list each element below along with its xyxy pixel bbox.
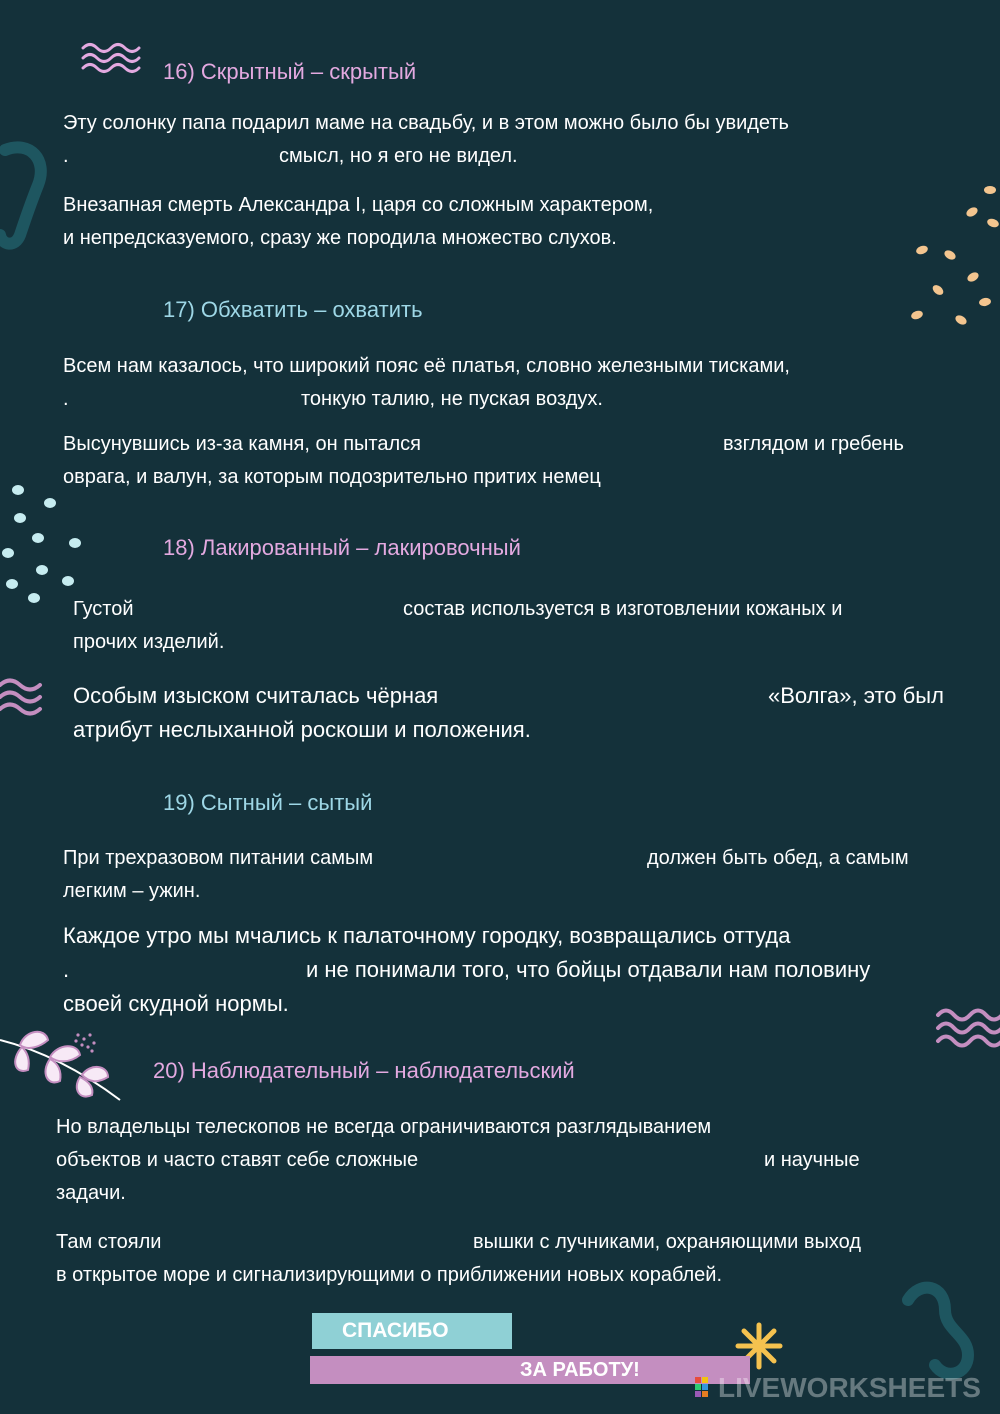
section-17-title: 17) Обхватить – охватить [163, 297, 423, 322]
s20-line-4-start: Там стояли [56, 1231, 162, 1253]
s20-blank-2-input[interactable] [185, 1226, 468, 1256]
s20-line-4-end: вышки с лучниками, охраняющими выход [473, 1231, 861, 1253]
s18-line-3-end: «Волга», это был [768, 683, 944, 708]
thanks-banner-line-2: ЗА РАБОТУ! [310, 1356, 750, 1384]
s18-blank-2-input[interactable] [505, 680, 763, 710]
s16-line-2-dot: . [63, 145, 69, 167]
s17-line-2-rest: тонкую талию, не пуская воздух. [301, 388, 603, 410]
s19-line-1-end: должен быть обед, а самым [647, 847, 909, 869]
s17-line-4: оврага, и валун, за которым подозрительно притих немец [63, 466, 601, 488]
s17-blank-1-input[interactable] [75, 383, 297, 413]
wavy-lines-right-icon [935, 1005, 1000, 1050]
s18-line-1-end: состав используется в изготовлении кожаных и [403, 598, 843, 620]
s17-line-3-end: взглядом и гребень [723, 433, 904, 455]
s19-line-3: Каждое утро мы мчались к палаточному городку, возвращались оттуда [63, 923, 791, 948]
s16-line-3: Внезапная смерть Александра I, царя со сложным характером, [63, 194, 654, 216]
s16-line-4: и непредсказуемого, сразу же породила множество слухов. [63, 227, 617, 249]
s18-line-3-start: Особым изыском считалась чёрная [73, 683, 439, 708]
liveworksheets-logo-icon [695, 1377, 715, 1401]
s17-line-2-dot: . [63, 388, 69, 410]
section-20-title: 20) Наблюдательный – наблюдательский [153, 1058, 575, 1083]
s18-line-4: атрибут неслыханной роскоши и положения. [73, 717, 531, 742]
section-19-title: 19) Сытный – сытый [163, 790, 373, 815]
teal-blob-bottom-right-icon [890, 1280, 980, 1385]
s17-line-1: Всем нам казалось, что широкий пояс её платья, словно железными тисками, [63, 355, 790, 377]
s20-line-5: в открытое море и сигнализирующими о приближении новых кораблей. [56, 1264, 723, 1286]
wavy-lines-top-left-icon [80, 40, 146, 74]
s20-line-3: задачи. [56, 1182, 126, 1204]
s19-line-1-start: При трехразовом питании самым [63, 847, 374, 869]
s19-blank-2-input[interactable] [75, 954, 300, 984]
s20-line-2-end: и научные [764, 1149, 860, 1171]
thanks-banner-line-1: СПАСИБО [312, 1313, 512, 1349]
s17-line-3-start: Высунувшись из-за камня, он пытался [63, 433, 421, 455]
s18-line-1-start: Густой [73, 598, 134, 620]
s16-blank-2-input[interactable] [772, 189, 942, 219]
section-16-title: 16) Скрытный – скрытый [163, 59, 417, 84]
s18-line-2: прочих изделий. [73, 631, 225, 653]
s19-line-4-dot: . [63, 957, 70, 982]
section-18-title: 18) Лакированный – лакировочный [163, 535, 521, 560]
wavy-lines-left-icon [0, 675, 45, 720]
leaf-branch-left-icon [0, 1025, 130, 1105]
s16-line-1: Эту солонку папа подарил маме на свадьбу, и в этом можно было бы увидеть [63, 112, 789, 134]
s19-line-5: своей скудной нормы. [63, 991, 289, 1016]
s20-blank-1-input[interactable] [495, 1144, 757, 1174]
s20-line-1: Но владельцы телескопов не всегда ограничиваются разглядыванием [56, 1116, 712, 1138]
s18-blank-1-input[interactable] [152, 593, 398, 623]
s16-line-2-rest: смысл, но я его не видел. [279, 145, 518, 167]
s19-blank-1-input[interactable] [442, 842, 642, 872]
s19-line-2: легким – ужин. [63, 880, 201, 902]
liveworksheets-watermark: LIVEWORKSHEETS [718, 1372, 981, 1403]
s19-line-4-rest: и не понимали того, что бойцы отдавали нам половину [306, 957, 871, 982]
s16-blank-1-input[interactable] [75, 140, 273, 170]
teal-blob-left-icon [0, 140, 50, 250]
s17-blank-2-input[interactable] [495, 428, 717, 458]
cyan-dots-left-icon [0, 478, 90, 603]
s20-line-2-start: объектов и часто ставят себе сложные [56, 1149, 419, 1171]
